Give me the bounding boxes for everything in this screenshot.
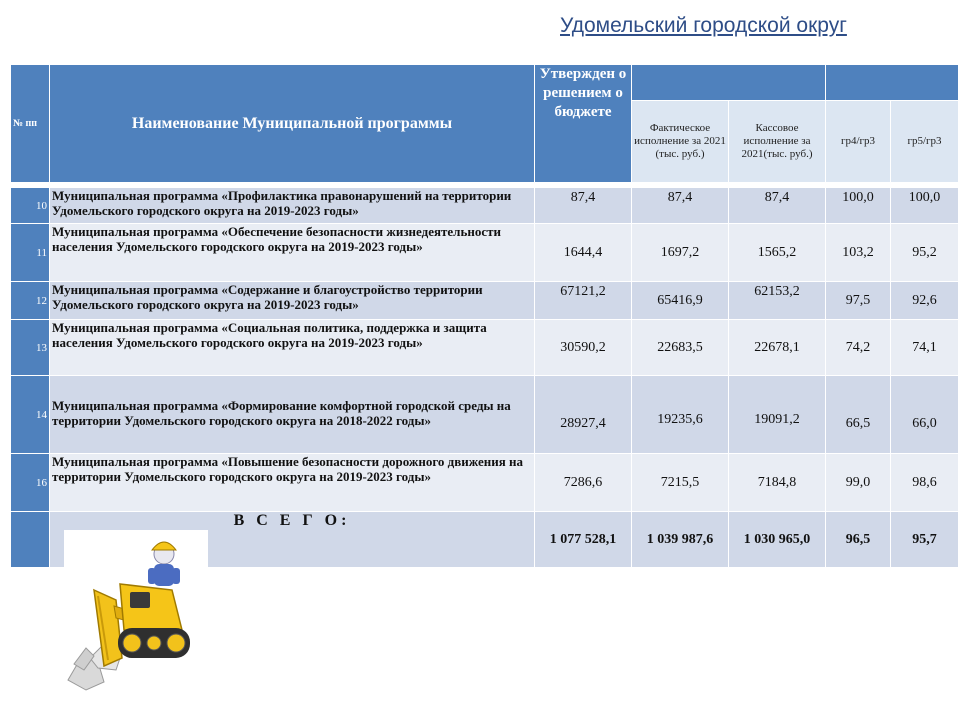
header-cash: Кассовое исполнение за 2021(тыс. руб.) [729, 101, 826, 183]
row-cash: 1565,2 [729, 224, 826, 282]
row-cash: 19091,2 [729, 376, 826, 454]
total-label: В С Е Г О: [50, 512, 535, 568]
header-ratio2: гр5/гр3 [891, 101, 959, 183]
row-actual: 65416,9 [632, 282, 729, 320]
row-ratio2: 92,6 [891, 282, 959, 320]
row-approved: 87,4 [535, 188, 632, 224]
bulldozer-illustration [64, 530, 208, 694]
row-num: 16 [11, 454, 50, 512]
header-num: № пп [11, 65, 50, 183]
row-name: Муниципальная программа «Социальная политика, поддержка и защита населения Удомельского городского округа на 2019-2023 годы» [50, 320, 535, 376]
bulldozer-icon [64, 530, 208, 694]
header-ratio1: гр4/гр3 [826, 101, 891, 183]
row-num: 10 [11, 188, 50, 224]
total-approved: 1 077 528,1 [535, 512, 632, 568]
row-ratio1: 66,5 [826, 376, 891, 454]
row-name: Муниципальная программа «Формирование комфортной городской среды на территории Удомельского городского округа на 2018-2022 годы» [50, 376, 535, 454]
row-approved: 28927,4 [535, 376, 632, 454]
page-title: Удомельский городской округ [560, 14, 847, 37]
header-actual: Фактическое исполнение за 2021 (тыс. руб.) [632, 101, 729, 183]
row-name: Муниципальная программа «Содержание и благоустройство территории Удомельского городского округа на 2019-2023 годы» [50, 282, 535, 320]
table-row [11, 224, 959, 282]
row-name: Муниципальная программа «Профилактика правонарушений на территории Удомельского городского округа на 2019-2023 годы» [50, 188, 535, 224]
row-cash: 87,4 [729, 188, 826, 224]
row-approved: 30590,2 [535, 320, 632, 376]
table-row [11, 188, 959, 224]
row-actual: 22683,5 [632, 320, 729, 376]
row-cash: 62153,2 [729, 282, 826, 320]
row-ratio2: 100,0 [891, 188, 959, 224]
row-ratio2: 98,6 [891, 454, 959, 512]
row-ratio1: 99,0 [826, 454, 891, 512]
row-ratio2: 74,1 [891, 320, 959, 376]
header-name: Наименование Муниципальной программы [50, 65, 535, 183]
row-actual: 1697,2 [632, 224, 729, 282]
row-actual: 19235,6 [632, 376, 729, 454]
row-num: 11 [11, 224, 50, 282]
row-approved: 7286,6 [535, 454, 632, 512]
total-cash: 1 030 965,0 [729, 512, 826, 568]
row-name: Муниципальная программа «Обеспечение безопасности жизнедеятельности населения Удомельского городского округа на 2019-2023 годы» [50, 224, 535, 282]
total-ratio1: 96,5 [826, 512, 891, 568]
header-group-execution [632, 65, 826, 101]
programs-table [10, 64, 959, 568]
row-ratio2: 95,2 [891, 224, 959, 282]
row-ratio1: 100,0 [826, 188, 891, 224]
total-ratio2: 95,7 [891, 512, 959, 568]
header-approved: Утвержден о решением о бюджете [535, 65, 632, 183]
row-ratio1: 103,2 [826, 224, 891, 282]
row-name: Муниципальная программа «Повышение безопасности дорожного движения на территории Удомельского городского округа на 2019-2023 годы» [50, 454, 535, 512]
row-ratio1: 97,5 [826, 282, 891, 320]
row-approved: 67121,2 [535, 282, 632, 320]
table-row [11, 376, 959, 454]
table-row [11, 320, 959, 376]
table-row [11, 454, 959, 512]
row-num: 12 [11, 282, 50, 320]
row-approved: 1644,4 [535, 224, 632, 282]
row-num: 13 [11, 320, 50, 376]
table-row [11, 282, 959, 320]
row-ratio2: 66,0 [891, 376, 959, 454]
total-actual: 1 039 987,6 [632, 512, 729, 568]
row-ratio1: 74,2 [826, 320, 891, 376]
row-actual: 7215,5 [632, 454, 729, 512]
row-actual: 87,4 [632, 188, 729, 224]
row-num: 14 [11, 376, 50, 454]
row-cash: 22678,1 [729, 320, 826, 376]
header-group-ratio [826, 65, 959, 101]
row-cash: 7184,8 [729, 454, 826, 512]
